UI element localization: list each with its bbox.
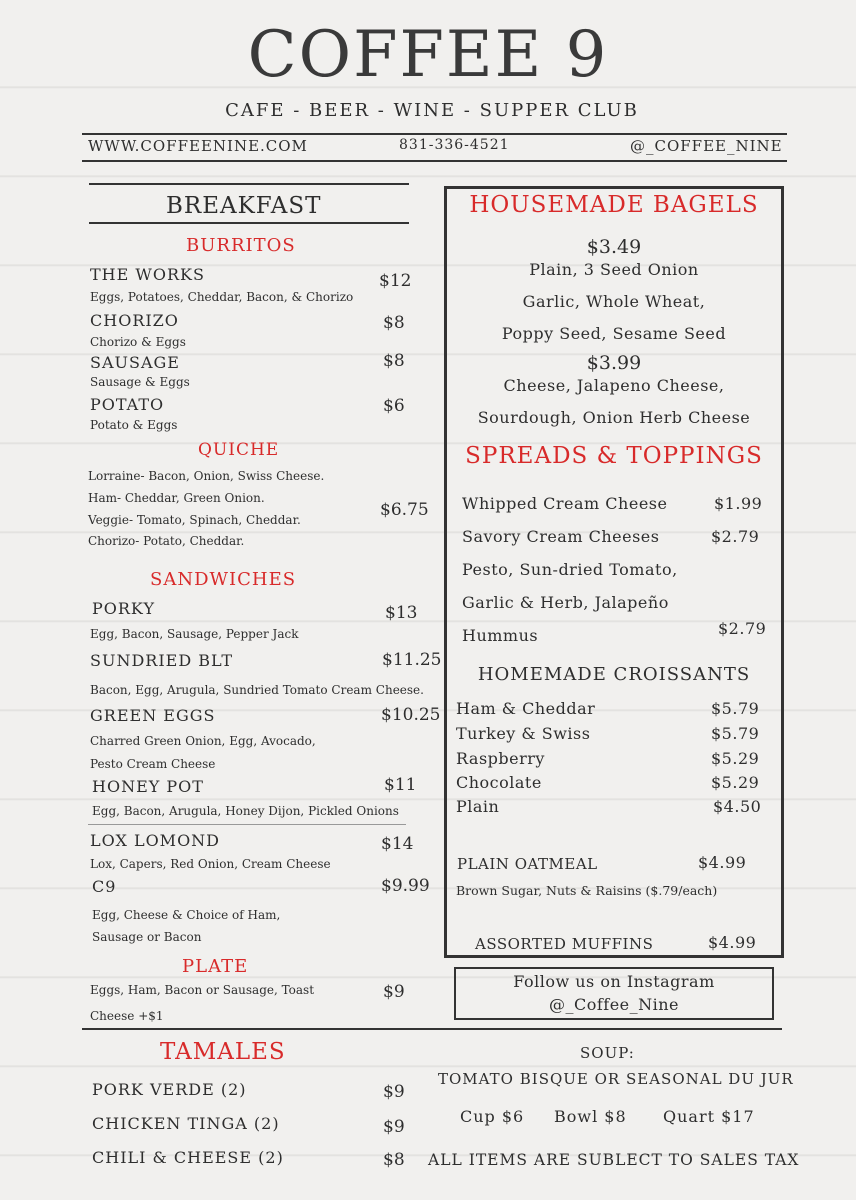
tax-notice: ALL ITEMS ARE SUBLECT TO SALES TAX: [428, 1151, 800, 1169]
croissants-heading: HOMEMADE CROISSANTS: [477, 664, 751, 685]
quiche-line: Lorraine- Bacon, Onion, Swiss Cheese.: [88, 469, 325, 483]
menu-item-price: $8: [383, 313, 405, 333]
croissant-item-price: $4.50: [713, 797, 762, 816]
quiche-price: $6.75: [380, 500, 429, 520]
menu-item-price: $6: [383, 396, 405, 416]
spread-flavors: Pesto, Sun-dried Tomato,: [462, 560, 678, 579]
bagel-flavors: Sourdough, Onion Herb Cheese: [477, 408, 751, 427]
croissant-item-name: Raspberry: [456, 749, 545, 768]
menu-item-price: $11.25: [382, 650, 442, 670]
website-link[interactable]: WWW.COFFEENINE.COM: [88, 137, 308, 155]
oatmeal-name: PLAIN OATMEAL: [457, 855, 598, 873]
breakfast-top-rule: [89, 183, 409, 185]
menu-item-price: $14: [381, 834, 414, 854]
menu-item-desc: Lox, Capers, Red Onion, Cream Cheese: [90, 857, 331, 871]
menu-item-desc-2: Sausage or Bacon: [92, 930, 202, 944]
quiche-line: Chorizo- Potato, Cheddar.: [88, 534, 245, 548]
soup-cup-price: Cup $6: [460, 1107, 525, 1126]
bagel-flavors: Cheese, Jalapeno Cheese,: [503, 376, 725, 395]
menu-item-desc: Egg, Cheese & Choice of Ham,: [92, 908, 281, 922]
menu-item-name: THE WORKS: [90, 265, 205, 284]
menu-item-desc: Egg, Bacon, Arugula, Honey Dijon, Pickled Onions: [92, 804, 399, 818]
menu-item-price: $12: [379, 271, 412, 291]
tamale-item-price: $9: [383, 1082, 405, 1102]
tamales-heading: TAMALES: [160, 1039, 286, 1065]
croissant-item-name: Chocolate: [456, 773, 542, 792]
menu-item-desc: Bacon, Egg, Arugula, Sundried Tomato Cream Cheese.: [90, 683, 424, 697]
bagel-flavors: Plain, 3 Seed Onion: [529, 260, 699, 279]
menu-item-desc: Sausage & Eggs: [90, 375, 190, 389]
header-top-rule: [82, 133, 787, 135]
menu-item-desc: Chorizo & Eggs: [90, 335, 186, 349]
menu-item-desc: Eggs, Potatoes, Cheddar, Bacon, & Chorizo: [90, 290, 354, 304]
menu-item-price: $11: [384, 775, 417, 795]
menu-item-name: LOX LOMOND: [90, 831, 221, 850]
menu-item-name: C9: [92, 877, 117, 896]
phone-number[interactable]: 831-336-4521: [399, 137, 510, 153]
croissant-item-name: Plain: [456, 797, 500, 816]
croissant-item-price: $5.29: [711, 749, 760, 768]
menu-item-name: CHORIZO: [90, 311, 179, 330]
hummus-name: Hummus: [462, 626, 539, 645]
menu-item-desc-2: Pesto Cream Cheese: [90, 757, 216, 771]
soup-bowl-price: Bowl $8: [554, 1107, 627, 1126]
plate-heading: PLATE: [182, 956, 249, 977]
menu-item-desc: Charred Green Onion, Egg, Avocado,: [90, 734, 316, 748]
soup-quart-price: Quart $17: [663, 1107, 755, 1126]
bagel-flavors: Garlic, Whole Wheat,: [522, 292, 706, 311]
oatmeal-price: $4.99: [698, 853, 747, 872]
bagel-flavors: Poppy Seed, Sesame Seed: [501, 324, 727, 343]
bagel-price-tier-1: $3.49: [586, 236, 642, 258]
tamale-item-price: $8: [383, 1150, 405, 1170]
plate-desc: Eggs, Ham, Bacon or Sausage, Toast: [90, 983, 315, 997]
divider: [88, 824, 406, 825]
croissant-item-price: $5.79: [711, 724, 760, 743]
plate-desc-2: Cheese +$1: [90, 1009, 164, 1023]
instagram-line-1: Follow us on Instagram: [513, 972, 715, 991]
menu-item-name: PORKY: [92, 599, 156, 618]
muffins-price: $4.99: [708, 933, 757, 952]
tamale-item-name: CHILI & CHEESE (2): [92, 1148, 284, 1167]
muffins-name: ASSORTED MUFFINS: [475, 935, 654, 953]
croissant-item-price: $5.29: [711, 773, 760, 792]
spread-flavors: Garlic & Herb, Jalapeño: [462, 593, 669, 612]
tamale-item-price: $9: [383, 1117, 405, 1137]
bagels-heading: HOUSEMADE BAGELS: [452, 192, 776, 218]
menu-item-name: GREEN EGGS: [90, 706, 216, 725]
menu-item-price: $8: [383, 351, 405, 371]
oatmeal-desc: Brown Sugar, Nuts & Raisins ($.79/each): [456, 883, 718, 898]
tagline: CAFE - BEER - WINE - SUPPER CLUB: [225, 100, 639, 121]
plate-price: $9: [383, 982, 405, 1002]
header-bottom-rule: [82, 160, 787, 162]
spread-item-name: Whipped Cream Cheese: [462, 494, 668, 513]
instagram-handle[interactable]: @_Coffee_Nine: [548, 995, 680, 1014]
croissant-item-price: $5.79: [711, 699, 760, 718]
spread-item-name: Savory Cream Cheeses: [462, 527, 660, 546]
spread-item-price: $1.99: [714, 494, 763, 513]
soup-heading: SOUP:: [580, 1044, 635, 1062]
burritos-heading: BURRITOS: [186, 235, 296, 256]
spreads-heading: SPREADS & TOPPINGS: [465, 443, 763, 469]
spread-item-price: $2.79: [711, 527, 760, 546]
quiche-line: Ham- Cheddar, Green Onion.: [88, 491, 265, 505]
social-handle[interactable]: @_COFFEE_NINE: [630, 137, 783, 155]
quiche-heading: QUICHE: [198, 440, 280, 460]
menu-item-name: POTATO: [90, 395, 165, 414]
bagel-price-tier-2: $3.99: [586, 352, 642, 374]
hummus-price: $2.79: [718, 619, 767, 638]
menu-item-price: $10.25: [381, 705, 441, 725]
breakfast-bottom-rule: [89, 222, 409, 224]
restaurant-name: COFFEE 9: [247, 18, 609, 92]
tamale-item-name: PORK VERDE (2): [92, 1080, 247, 1099]
menu-item-name: SAUSAGE: [90, 353, 180, 372]
croissant-item-name: Turkey & Swiss: [456, 724, 591, 743]
sandwiches-heading: SANDWICHES: [150, 569, 297, 590]
menu-item-desc: Potato & Eggs: [90, 418, 178, 432]
croissant-item-name: Ham & Cheddar: [456, 699, 596, 718]
bottom-section-rule: [82, 1028, 782, 1030]
tamale-item-name: CHICKEN TINGA (2): [92, 1114, 280, 1133]
menu-item-price: $13: [385, 603, 418, 623]
menu-item-name: SUNDRIED BLT: [90, 651, 233, 670]
menu-item-price: $9.99: [381, 876, 430, 896]
soup-desc: TOMATO BISQUE OR SEASONAL DU JUR: [438, 1070, 794, 1088]
quiche-line: Veggie- Tomato, Spinach, Cheddar.: [88, 513, 301, 527]
menu-item-name: HONEY POT: [92, 777, 204, 796]
menu-item-desc: Egg, Bacon, Sausage, Pepper Jack: [90, 627, 299, 641]
breakfast-heading: BREAKFAST: [166, 193, 322, 219]
